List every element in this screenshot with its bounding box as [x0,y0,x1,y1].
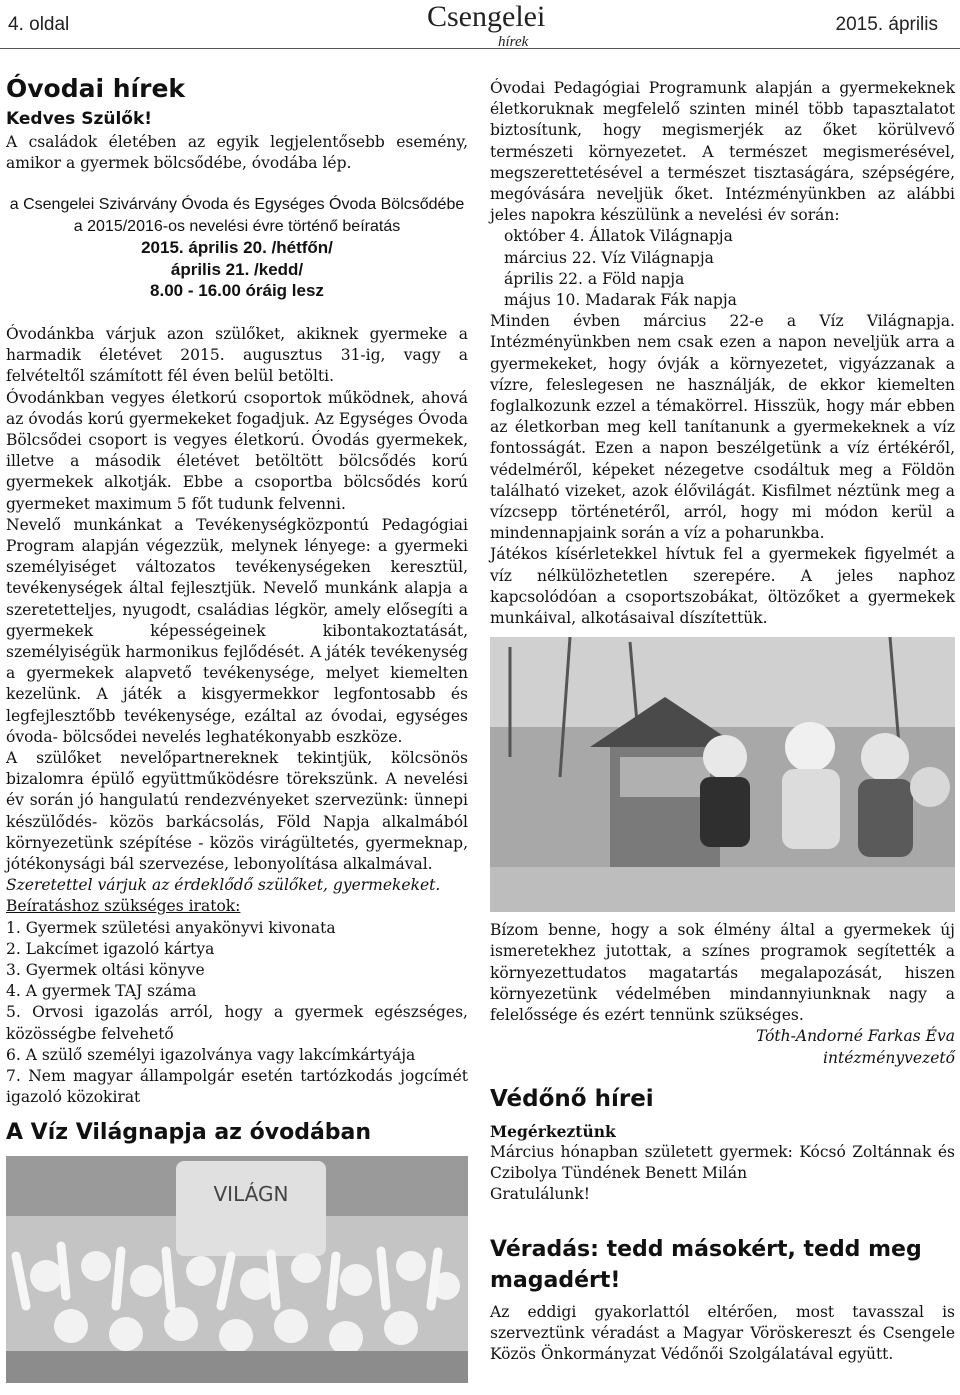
photo-group-children [6,1156,468,1383]
doc-item: 1. Gyermek születési anyakönyvi kivonata [6,918,336,937]
masthead-logo-sub: hírek [498,34,529,50]
vedono-birth-announcement: Március hónapban született gyermek: Kócsó Zoltánnak és Czibolya Tündének Benett Milán [490,1142,955,1183]
welcome-line: Szeretettel várjuk az érdeklődő szülőket, gyermekeket. [6,876,441,895]
doc-item: 2. Lakcímet igazoló kártya [6,939,215,958]
doc-item: 6. A szülő személyi igazolványa vagy lakcímkártyája [6,1045,416,1064]
photo-sign-text: VILÁGN [213,1182,289,1207]
right-column [490,78,955,1365]
notice-date-1: 2015. április 20. /hétfőn/ [141,238,333,258]
greeting: Kedves Szülők! [6,109,153,129]
paragraph-water-day: Minden évben március 22-e a Víz Világnapja. Intézményünkben nem csak ezen a napon neveljük arra a gyermekeket, hogy óvják a környezetet, vigyázzanak a vízre, feleslegesen ne használják, de ekkor kiemelten foglalkozunk ezzel a témakörrel. Hisszük, hogy már ebben az életkorban meg kell tanítanunk a gyermekeknek a víz fontosságát. Ezen a napon beszélgetünk a víz értékéről, védelméről, képeket nézegetve csodáltuk meg a Földön található vizeket, azok élővilágát. Kisfilmet néztünk meg a vízcsepp történetéről, arról, hogy mi módon kerül a mindennapjaink során a víz a poharunkba. [490,312,955,543]
documents-title: Beíratáshoz szükséges iratok: [6,897,241,916]
page-number: 4. oldal [8,14,70,35]
paragraph-program: Nevelő munkánkat a Tevékenységközpontú Pedagógiai Program alapján végezzük, melynek lényege: a gyermeki személyiséget változatos tevékenységeken keresztül, tevékenységek által fejlesztjük. Nevelő munkánk alapja a szeretetteljes, nyugodt, családias légkör, amely elősegíti a gyermekek képességeinek kibontakoztatását, személyiségük harmonikus fejlődését. A játék tevékenység a gyermekek alapvető tevékenysége, melyet kiemelten kezelünk. A játék a kisgyermekkor legfontosabb és legfejlesztőbb tevékenysége, ezáltal az óvodai, egységes óvoda- bölcsődei nevelés leghatékonyabb eszköze. [6,515,468,746]
special-day-item: április 22. a Föld napja [504,269,685,288]
notice-line-2: a 2015/2016-os nevelési évre történő beíratás [73,217,401,235]
veradas-paragraph: Az eddigi gyakorlattól eltérően, most tavasszal is szerveztünk véradást a Magyar Vöröskereszt és Csengele Közös Önkormányzat Védőnői Szolgálatával együtt. [490,1302,955,1363]
notice-hours: 8.00 - 16.00 óráig lesz [150,281,324,301]
notice-date-2: április 21. /kedd/ [170,259,304,279]
section-title-ovodai-hirek: Óvodai hírek [6,74,186,103]
page-header [0,0,960,49]
paragraph-partners: A szülőket nevelőpartnereknek tekintjük, kölcsönös bizalomra épülő együttműködésre törekszünk. A nevelési év során jó hangulatú rendezvényeket szervezünk: ünnepi készülődés- közös barkácsolás, Föld Napja alkalmából környezetünk szépítése - közös virágültetés, gyermeknap, jótékonysági bál szervezése, lebonyolítása alkalmával. [6,748,468,873]
left-column [6,72,468,1383]
photo-playground [490,637,955,912]
doc-item: 5. Orvosi igazolás arról, hogy a gyermek egészséges, közösségbe felvehető [6,1003,468,1043]
paragraph-experiments: Játékos kísérletekkel hívtuk fel a gyermekek figyelmét a víz nélkülözhetetlen szerepére. A jeles naphoz kapcsolódóan a csoportszobákat, öltözőket a gyermekek munkáival, alkotásaival díszítettük. [490,545,955,628]
special-day-item: március 22. Víz Világnapja [504,248,714,267]
masthead-logo: Csengelei [427,0,546,33]
section-title-vedono-hirei: Védőnő hírei [490,1085,654,1112]
intro-paragraph: A családok életében az egyik legjelentősebb esemény, amikor a gyermek bölcsődébe, óvodába lép. [6,133,468,173]
section-title-viz-vilagnapja: A Víz Világnapja az óvodában [6,1120,372,1146]
doc-item: 7. Nem magyar állampolgár esetén tartózkodás jogcímét igazoló közokirat [6,1067,468,1107]
paragraph-groups: Óvodánkban vegyes életkorú csoportok működnek, ahová az óvodás korú gyermekeket fogadjuk. Az Egységes Óvoda Bölcsődei csoport is vegyes életkorú. Óvodás gyermekek, illetve a második életévet betöltött bölcsődés korú gyermekek alkotják. Ebbe a csoportba bölcsődés korú gyermeket maximum 5 főt tudunk felvenni. [6,388,468,513]
paragraph-program-intro: Óvodai Pedagógiai Programunk alapján a gyermekeknek életkoruknak megfelelő szinten minél több tapasztalatot biztosítunk, hogy megismerjék az őket körülvevő természeti környezetet. A természet megismerésével, megszerettetésével a természet tisztaságára, szépségére, megóvására neveljük őket. Intézményünkben az alábbi jeles napokra készülünk a nevelési év során: [490,79,955,225]
signature-name: Tóth-Andorné Farkas Éva [755,1027,955,1046]
section-title-veradas: Véradás: tedd másokért, tedd meg magadért! [490,1236,922,1293]
special-day-item: október 4. Állatok Világnapja [504,227,733,246]
vedono-subtitle: Megérkeztünk [490,1121,616,1141]
paragraph-closing: Bízom benne, hogy a sok élmény által a gyermekek új ismeretekhez jutottak, a színes programok segítették a környezettudatos magatartás megalapozását, hiszen környezetünk védelmében mindannyiunknak nagy a felelőssége és ezért tennünk szükséges. [490,921,955,1025]
special-day-item: május 10. Madarak Fák napja [504,291,737,310]
playground-photo-illustration [490,637,955,912]
doc-item: 4. A gyermek TAJ száma [6,982,197,1001]
paragraph-age: Óvodánkba várjuk azon szülőket, akiknek gyermeke a harmadik életévet 2015. augusztus 31-ig, vagy a felvételtől számított fél éven belül betölti. [6,324,468,386]
group-photo-illustration [6,1156,468,1383]
issue-date: 2015. április [835,14,938,35]
special-days-list [490,226,955,311]
enrollment-notice [6,194,468,302]
notice-line-1: a Csengelei Szivárvány Óvoda és Egységes Óvoda Bölcsődébe [9,196,465,214]
signature-role: intézményvezető [823,1048,955,1067]
doc-item: 3. Gyermek oltási könyve [6,961,205,979]
vedono-congrats: Gratulálunk! [490,1185,590,1204]
